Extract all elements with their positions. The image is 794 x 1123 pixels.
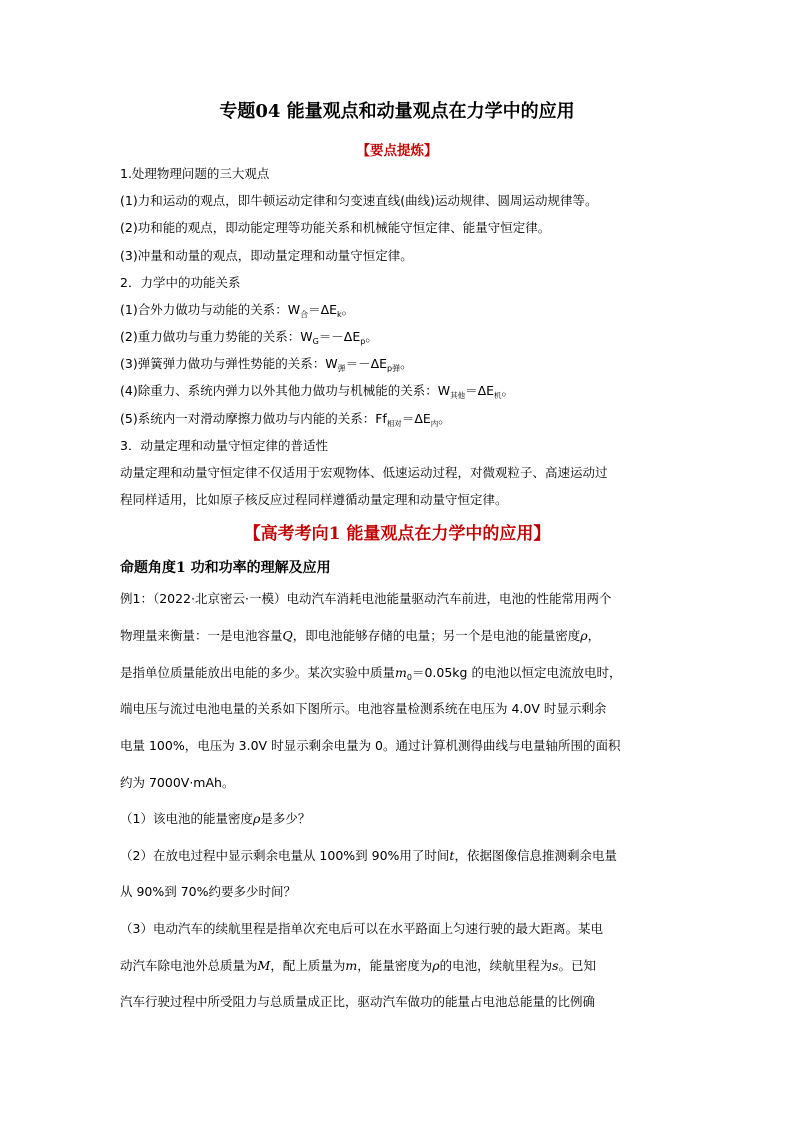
example-line-6: 约为 7000V·mAh。 xyxy=(120,775,235,790)
example-line-3: 是指单位质量能放出电能的多少。某次实验中质量$m_0=0.05kg$ 的电池以恒定电流放电时， xyxy=(120,665,622,682)
point-2-item-3: (3)弹簧弹力做功与弹性势能的关系：$W_弹=-\Delta E_{p弹}$。 xyxy=(120,356,413,373)
section-heading-exam-direction: 【高考考向1 能量观点在力学中的应用】 xyxy=(243,524,551,544)
example-line-1: 例1：（2022·北京密云·一模）电动汽车消耗电池能量驱动汽车前进，电池的性能常用两个 xyxy=(120,591,612,606)
point-3-line-1: 动量定理和动量守恒定律不仅适用于宏观物体、低速运动过程，对微观粒子、高速运动过 xyxy=(120,465,608,480)
point-2-item-4: (4)除重力、系统内弹力以外其他力做功与机械能的关系：$W_{其他}=\Delta E_机$。 xyxy=(120,383,515,400)
angle-title: 命题角度1 功和功率的理解及应用 xyxy=(120,560,331,576)
question-2-line-1: （2）在放电过程中显示剩余电量从 100%到 90%用了时间t，依据图像信息推测剩余电量 xyxy=(120,848,617,863)
point-3-title: 3．动量定理和动量守恒定律的普适性 xyxy=(120,438,328,453)
question-3-line-1: （3）电动汽车的续航里程是指单次充电后可以在水平路面上匀速行驶的最大距离。某电 xyxy=(120,921,603,936)
point-1-title: 1.处理物理问题的三大观点 xyxy=(120,166,270,181)
point-3-line-2: 程同样适用，比如原子核反应过程同样遵循动量定理和动量守恒定律。 xyxy=(120,492,508,507)
example-line-2: 物理量来衡量：一是电池容量Q，即电池能够存储的电量；另一个是电池的能量密度ρ， xyxy=(120,628,601,643)
question-2-line-2: 从 90%到 70%约要多少时间？ xyxy=(120,884,297,899)
point-2-item-5: (5)系统内一对滑动摩擦力做功与内能的关系：$Ff_{相对}=\Delta E_内$。 xyxy=(120,411,451,428)
point-1-item-2: (2)功和能的观点，即动能定理等功能关系和机械能守恒定律、能量守恒定律。 xyxy=(120,220,551,235)
example-line-4: 端电压与流过电池电量的关系如下图所示。电池容量检测系统在电压为 4.0V 时显示剩余 xyxy=(120,701,607,716)
section-heading-key-points: 【要点提炼】 xyxy=(356,143,438,159)
point-2-item-1: (1)合外力做功与动能的关系：$W_合=\Delta E_k$。 xyxy=(120,302,355,319)
point-1-item-1: (1)力和运动的观点，即牛顿运动定律和匀变速直线(曲线)运动规律、圆周运动规律等。 xyxy=(120,193,598,208)
example-line-5: 电量 100%，电压为 3.0V 时显示剩余电量为 0。通过计算机测得曲线与电量轴所围的面积 xyxy=(120,738,621,753)
point-1-item-3: (3)冲量和动量的观点，即动量定理和动量守恒定律。 xyxy=(120,248,413,263)
question-3-line-2: 动汽车除电池外总质量为M，配上质量为m，能量密度为ρ的电池，续航里程为s。已知 xyxy=(120,958,597,973)
question-1: （1）该电池的能量密度ρ是多少？ xyxy=(120,811,311,826)
point-2-item-2: (2)重力做功与重力势能的关系：$W_G=-\Delta E_p$。 xyxy=(120,329,378,346)
point-2-title: 2．力学中的功能关系 xyxy=(120,275,241,290)
page-title: 专题04 能量观点和动量观点在力学中的应用 xyxy=(219,101,575,122)
question-3-line-3: 汽车行驶过程中所受阻力与总质量成正比，驱动汽车做功的能量占电池总能量的比例确 xyxy=(120,994,596,1009)
